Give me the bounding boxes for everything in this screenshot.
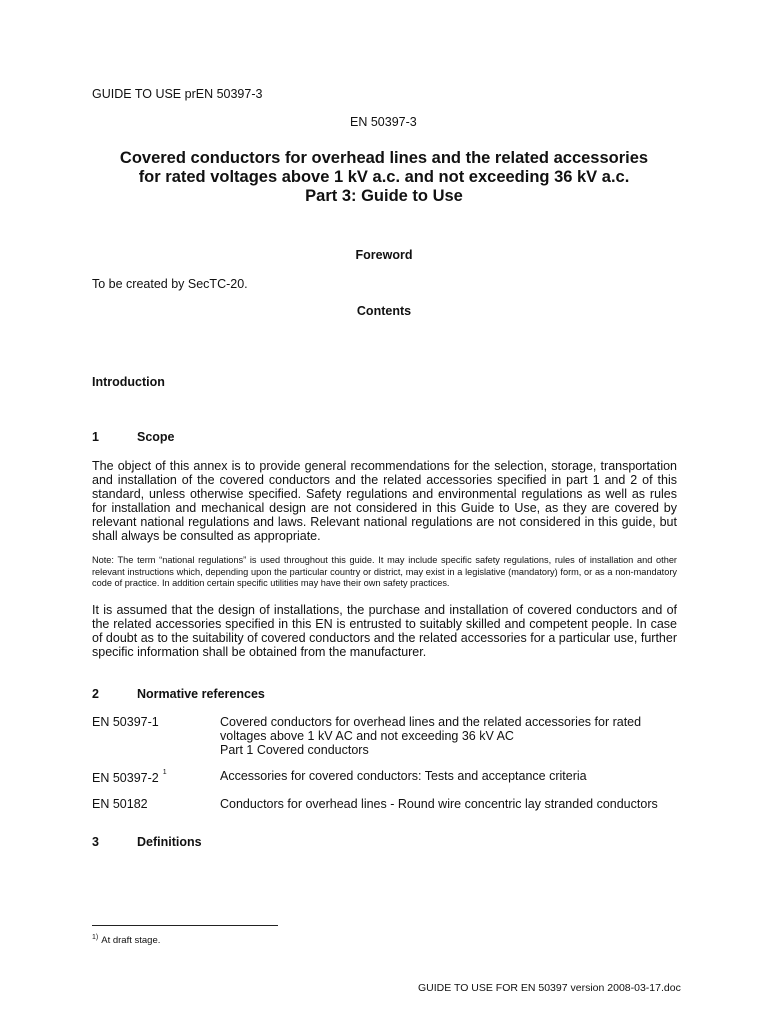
introduction-heading: Introduction	[92, 375, 165, 389]
normative-heading: Normative references	[137, 687, 265, 701]
footnote-reference: 1	[162, 769, 167, 776]
reference-row	[92, 769, 692, 785]
reference-description-line: voltages above 1 kV AC and not exceeding 36 kV AC	[220, 729, 514, 743]
footnote-mark: 1)	[92, 934, 99, 941]
reference-description	[220, 715, 690, 757]
reference-code-text: EN 50397-2	[92, 771, 159, 786]
scope-number: 1	[92, 430, 99, 444]
reference-row	[92, 715, 692, 759]
reference-description: Accessories for covered conductors: Tests and acceptance criteria	[220, 769, 587, 783]
definitions-heading: Definitions	[137, 835, 202, 849]
reference-description-line: Covered conductors for overhead lines and the related accessories for rated	[220, 715, 642, 729]
contents-heading: Contents	[356, 304, 412, 318]
reference-row	[92, 797, 692, 813]
header-standard-code: EN 50397-3	[350, 115, 417, 129]
scope-paragraph-1: The object of this annex is to provide general recommendations for the selection, storage, transportation and installation of the covered conductors and the related accessories specified in part 1 and 2 of this standard, unless otherwise specified. Safety regulations and environmental regulations as well as rules for installation and mechanical design are not considered in this Guide to Use, as they are covered by relevant national regulations and laws. Relevant national regulations are not considered in this guide, but shall always be consulted as appropriate.	[92, 459, 677, 543]
footnote-separator	[92, 925, 278, 926]
reference-code: EN 50397-1	[92, 715, 159, 729]
definitions-number: 3	[92, 835, 99, 849]
normative-number: 2	[92, 687, 99, 701]
scope-paragraph-2: It is assumed that the design of installations, the purchase and installation of covered conductors and of the related accessories specified in this EN is entrusted to suitably skilled and competent people. In case of doubt as to the suitability of covered conductors and the related accessories for a particular use, further specific information shall be obtained from the manufacturer.	[92, 603, 677, 659]
scope-note: Note: The term “national regulations” is used throughout this guide. It may include specific safety regulations, rules of installation and other relevant instructions which, depending upon the particular country or district, may exist in a legislative (mandatory) form, or as a non-mandatory code of practice. In addition certain specific utilities may have their own safety practices.	[92, 555, 677, 588]
title-line-1: Covered conductors for overhead lines and the related accessories	[119, 149, 649, 167]
footnote	[92, 935, 160, 948]
document-title	[60, 149, 708, 206]
scope-heading: Scope	[137, 430, 175, 444]
footnote-text: At draft stage.	[101, 935, 161, 946]
foreword-heading: Foreword	[355, 248, 413, 262]
reference-description: Conductors for overhead lines - Round wire concentric lay stranded conductors	[220, 797, 658, 811]
title-line-2: for rated voltages above 1 kV a.c. and not exceeding 36 kV a.c.	[138, 168, 630, 186]
title-line-3: Part 3: Guide to Use	[305, 187, 463, 205]
page-footer: GUIDE TO USE FOR EN 50397 version 2008-03-17.doc	[418, 982, 681, 994]
header-guide-label: GUIDE TO USE prEN 50397-3	[92, 87, 263, 101]
reference-code	[92, 769, 167, 785]
reference-code: EN 50182	[92, 797, 148, 811]
foreword-text: To be created by SecTC-20.	[92, 277, 248, 291]
reference-description-line: Part 1 Covered conductors	[220, 743, 369, 757]
